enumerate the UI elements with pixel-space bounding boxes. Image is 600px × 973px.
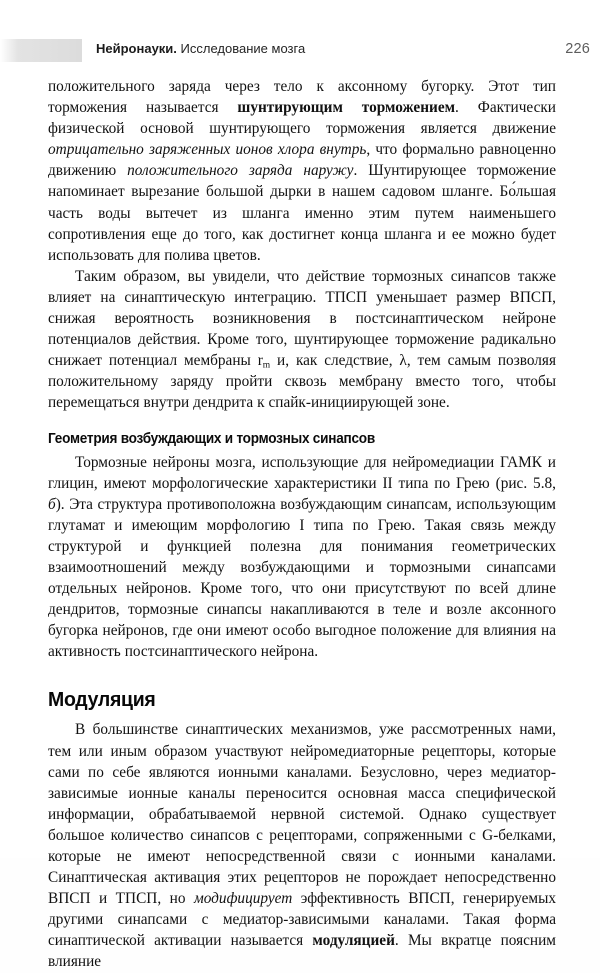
paragraph-modulation-intro — [48, 719, 556, 972]
p3-text-2: ). Эта структура противоположна возбуждающим синапсам, использующим глутамат и имеющим морфологию I типа по Грею. Такая связь между структурой и функцией полезна для понимания геометрических взаимоотношений между возбуждающими и тормозными синапсами отдельных нейронов. Кроме того, что они присутствуют по всей длине дендритов, тормозные синапсы накапливаются в теле и возле аксонного бугорка нейронов, где они имеют особо выгодное положение для влияния на активность постсинаптического нейрона. — [48, 495, 556, 661]
page-number: 226 — [565, 41, 590, 57]
p1-text-4: . Шунтирующее торможение напоминает вырезание большой дырки в нашем садовом шланге. Бо́льшая часть воды вытечет из шланга именно этим путем наименьшего сопротивления еще до того, как достигнет конца шланга и ее можно будет использовать для полива цветов. — [48, 162, 556, 264]
p1-bold-shunting-inhibition: шунтирующим торможением — [237, 99, 456, 117]
p4-bold-modulation: модуляцией — [312, 932, 395, 950]
section-heading-synapse-geometry: Геометрия возбуждающих и тормозных синапсов — [48, 430, 375, 447]
p1-text-3: , что формально равноценно движению — [48, 141, 556, 180]
running-head-book-title: Нейронауки. — [96, 41, 177, 56]
p4-text-1: В большинстве синаптических механизмов, уже рассмотренных нами, тем или иным образом участвуют нейромедиаторные рецепторы, которые сами по себе являются ионными каналами. Безусловно, через медиатор-зависимые ионные каналы переносится основная масса специфической информации, обрабатываемой нервной системой. Однако существует большое количество синапсов с рецепторами, сопряженными с G-белками, которые не имеют непосредственной связи с ионными каналами. Синаптическая активация этих рецепторов не порождает непосредственно ВПСП и ТПСП, но — [48, 721, 556, 908]
p3-italic-figure-letter: б — [48, 495, 56, 513]
chapter-heading-modulation: Модуляция — [48, 688, 156, 712]
running-head-title — [96, 41, 305, 56]
page-number-band — [0, 39, 82, 62]
p3-text-1: Тормозные нейроны мозга, использующие для нейромедиации ГАМК и глицин, имеют морфологические характеристики II типа по Грею (рис. 5.8, — [48, 453, 556, 492]
p1-italic-chloride-in: отрицательно заряженных ионов хлора внутрь — [48, 141, 367, 159]
p1-italic-positive-out: положительного заряда наружу — [127, 162, 354, 180]
p2-text-2: и, как следствие, λ, тем самым позволяя положительному заряду пройти сквозь мембрану вместо того, чтобы перемещаться внутри дендрита к спайк-инициирующей зоне. — [48, 352, 557, 412]
running-head-subtitle: Исследование мозга — [180, 41, 306, 56]
p4-text-2: эффективность ВПСП, генерируемых другими синапсами с медиатор-зависимыми каналами. Такая форма синаптической активации называется — [48, 890, 557, 950]
p1-text-1: положительного заряда через тело к аксонному бугорку. Этот тип торможения называется — [48, 78, 556, 117]
p2-subscript-m: m — [262, 360, 271, 371]
p4-text-3: . Мы вкратце поясним влияние — [48, 932, 556, 971]
p2-text-1: Таким образом, вы увидели, что действие тормозных синапсов также влияет на синаптическую интеграцию. ТПСП уменьшает размер ВПСП, снижая вероятность возникновения в постсинаптическом нейроне потенциалов действия. Кроме того, шунтирующее торможение радикально снижает потенциал мембраны r — [48, 267, 556, 370]
text-column — [48, 76, 556, 973]
paragraph-synaptic-integration — [48, 266, 556, 414]
paragraph-gray-types — [48, 452, 556, 663]
p4-italic-modifies: модифицирует — [193, 890, 293, 908]
running-head — [0, 39, 600, 63]
p1-text-2: . Фактически физической основой шунтирующего торможения является движение — [48, 99, 556, 138]
paragraph-shunting-inhibition — [48, 76, 556, 266]
